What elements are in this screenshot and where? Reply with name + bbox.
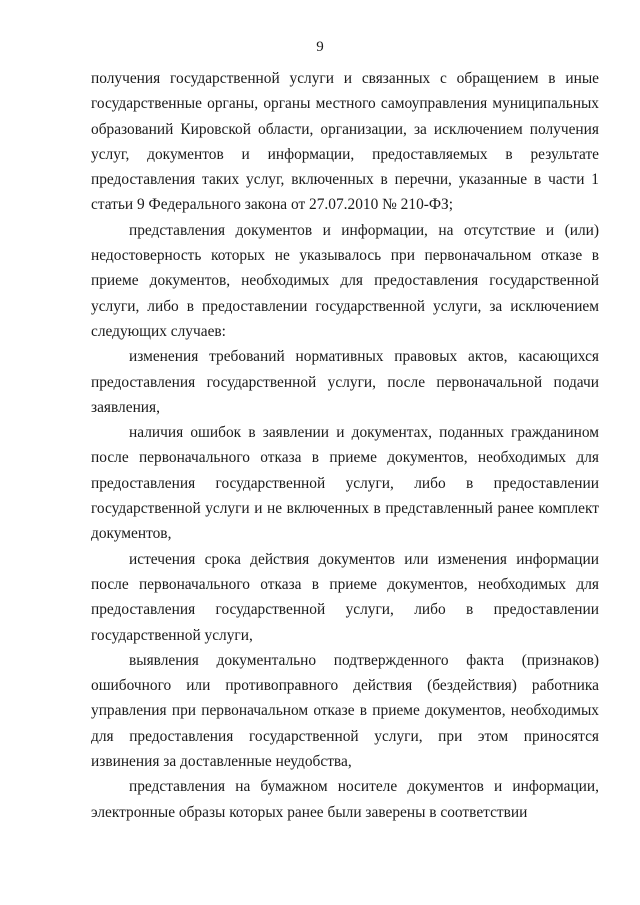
paragraph-erroneous-action: выявления документально подтвержденного факта (признаков) ошибочного или противоправного действия (бездействия) работника управления при первоначальном отказе в приеме документов, необходимых для предоставления государственной услуги, при этом приносятся извинения за доставленные неудобства, xyxy=(91,651,599,771)
body-text xyxy=(91,66,599,825)
page-number: 9 xyxy=(316,39,324,55)
paragraph-errors-in-application: наличия ошибок в заявлении и документах, поданных гражданином после первоначального отказа в приеме документов, необходимых для предоставления государственной услуги, либо в предоставлении государственной услуги и не включенных в представленный ранее комплект документов, xyxy=(91,424,599,543)
paragraph-documents-submission: представления документов и информации, на отсутствие и (или) недостоверность которых не указывалось при первоначальном отказе в приеме документов, необходимых для предоставления государственной услуги, либо в предоставлении государственной услуги, за исключением следующих случаев: xyxy=(91,221,599,340)
paragraph-expiry-of-documents: истечения срока действия документов или изменения информации после первоначального отказа в приеме документов, необходимых для предоставления государственной услуги, либо в предоставлении государственной услуги, xyxy=(91,550,599,644)
paragraph-requirements-change: изменения требований нормативных правовых актов, касающихся предоставления государственной услуги, после первоначальной подачи заявления, xyxy=(91,348,599,416)
paragraph-paper-documents: представления на бумажном носителе документов и информации, электронные образы которых ранее были заверены в соответствии xyxy=(91,778,599,821)
paragraph-continuation: получения государственной услуги и связанных с обращением в иные государственные органы, органы местного самоуправления муниципальных образований Кировской области, организации, за исключением получения услуг, документов и информации, предоставляемых в результате предоставления таких услуг, включенных в перечни, указанные в части 1 статьи 9 Федерального закона от 27.07.2010 № 210-ФЗ; xyxy=(91,70,599,214)
